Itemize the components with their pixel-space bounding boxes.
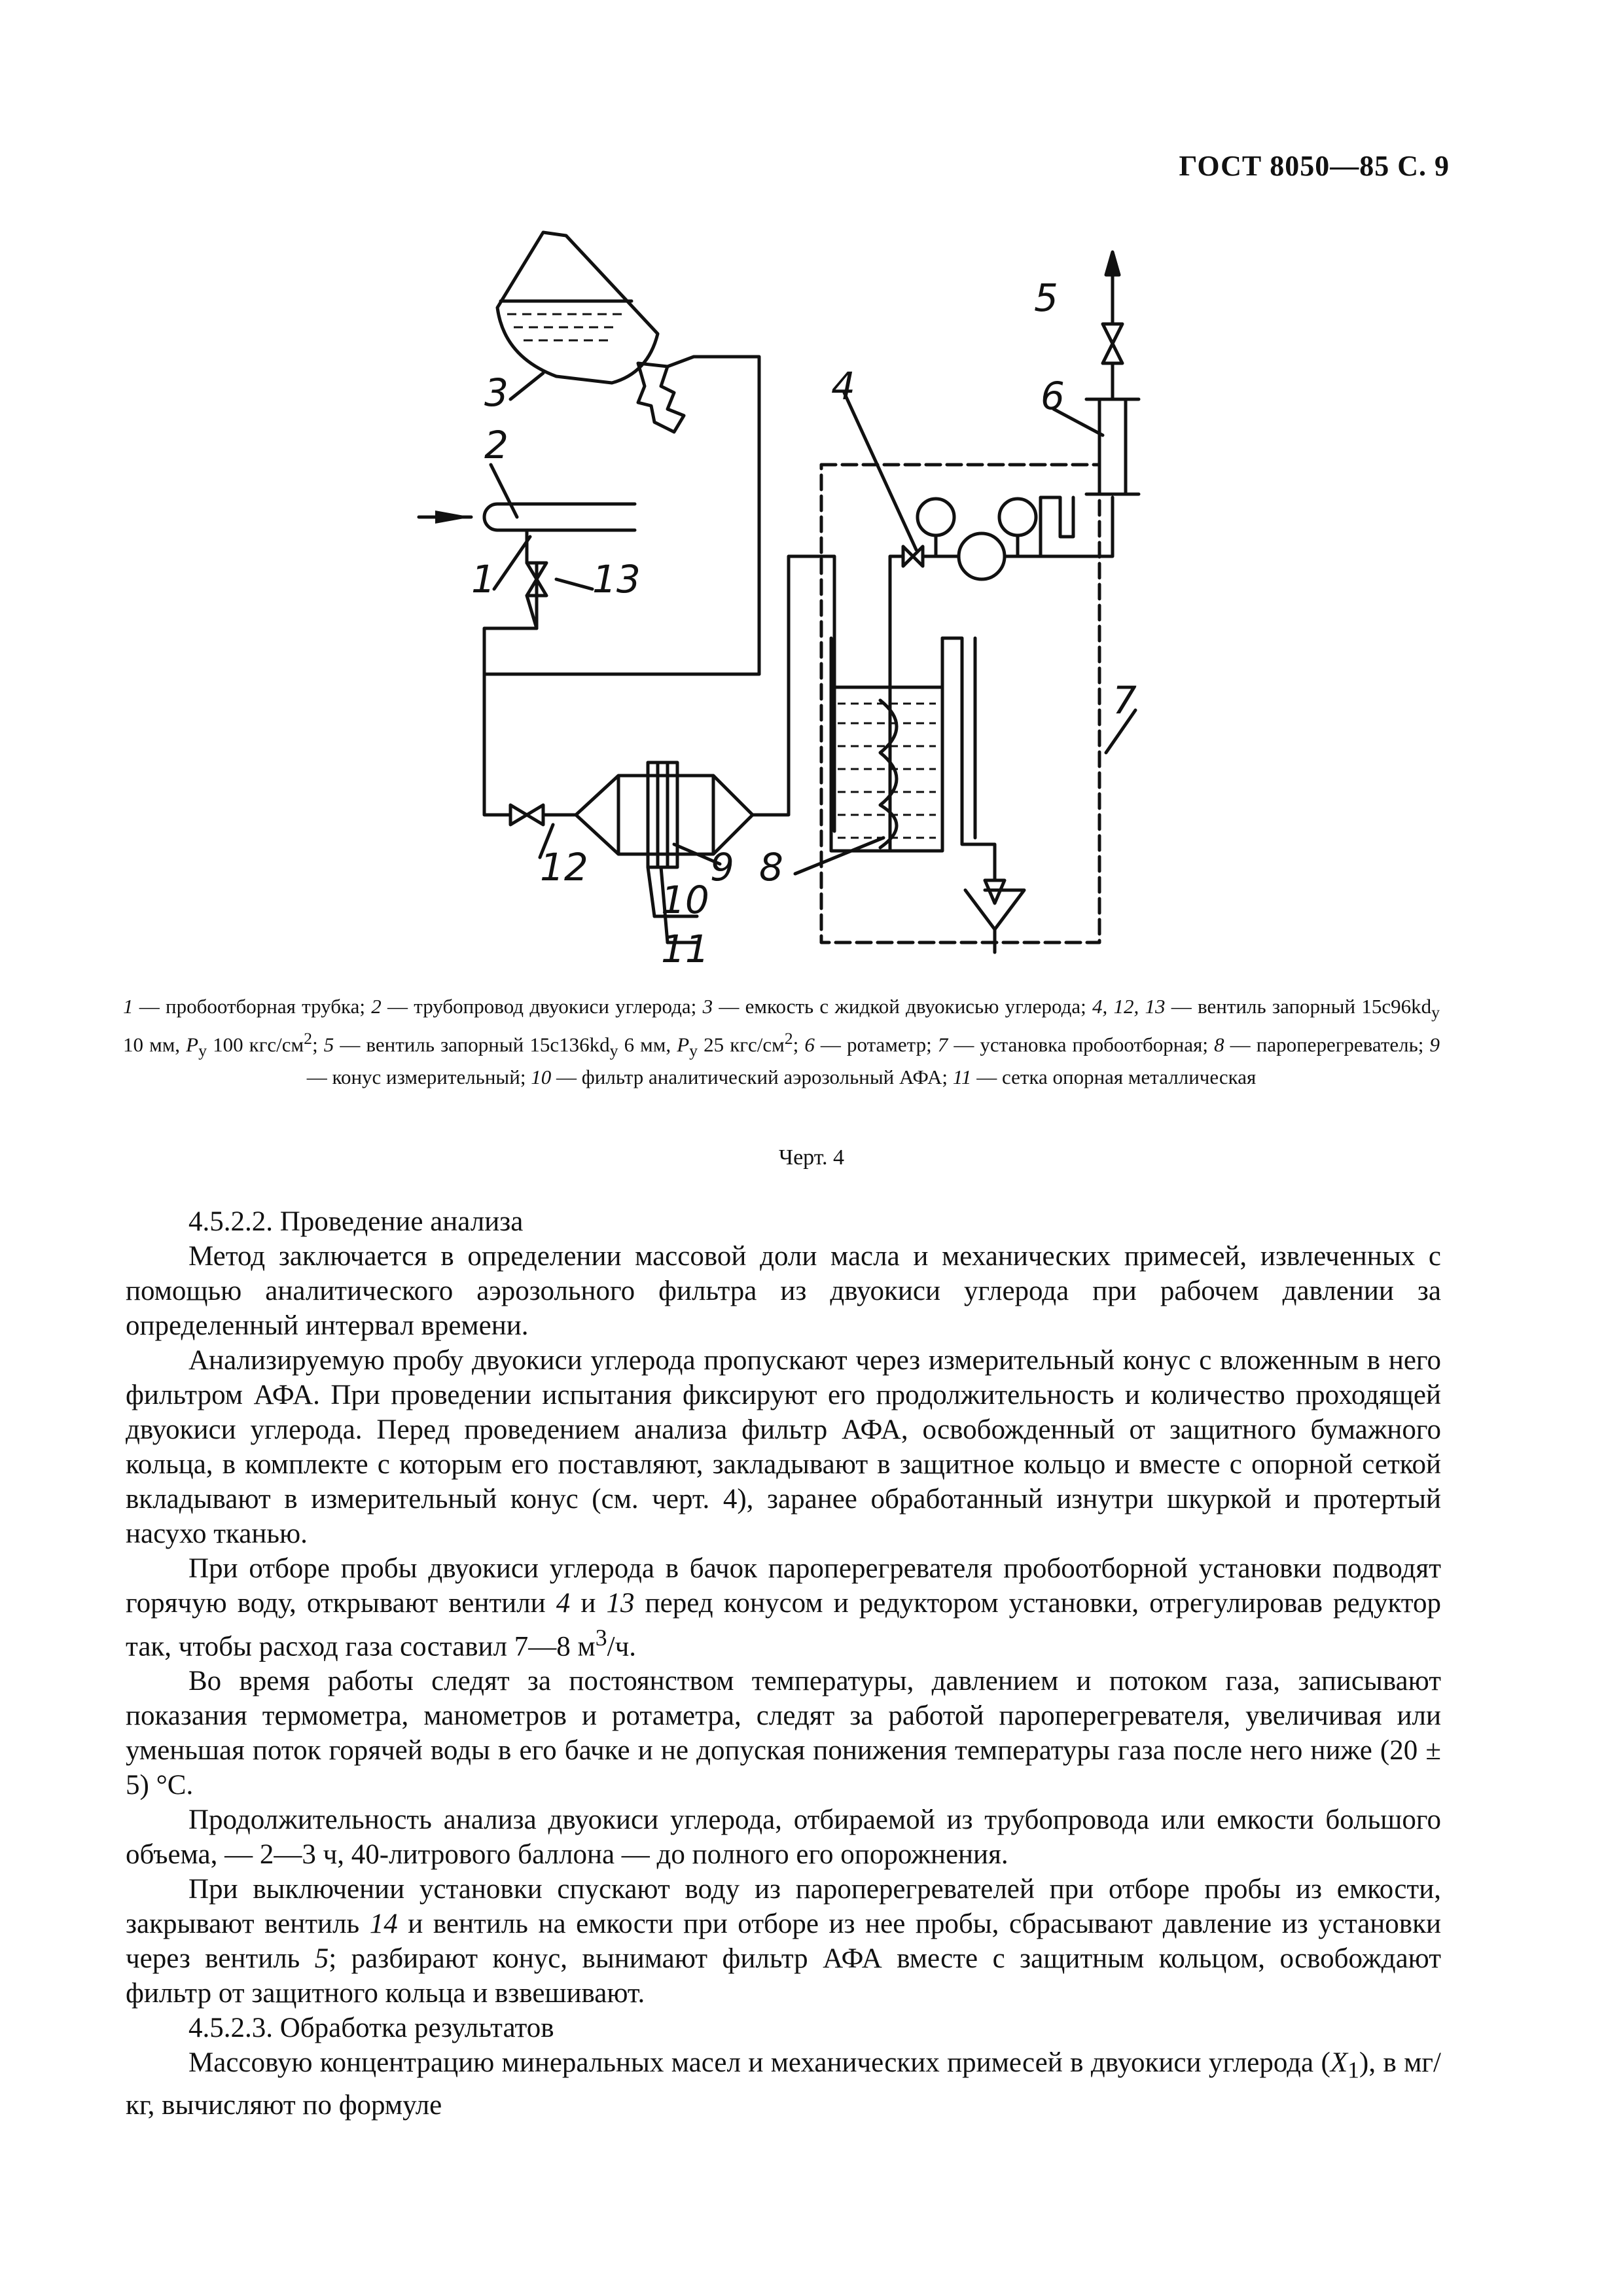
paragraph: Во время работы следят за постоянством температуры, давлением и потоком газа, записывают показания термометра, манометров и ротаметра, следят за работой пароперегревателя, увеличивая или уменьшая поток горячей воды в его бачке и не допуская понижения температуры газа после него ниже (20 ± 5) °С. <box>126 1666 1441 1801</box>
paragraph: Метод заключается в определении массовой доли масла и механических примесей, извлеченных с помощью аналитического аэрозольного фильтра из двуокиси углерода при рабочем давлении за определенный интервал времени. <box>126 1241 1441 1341</box>
label-11: 11 <box>661 927 709 971</box>
label-6: 6 <box>1041 374 1065 418</box>
reducer <box>959 533 1005 579</box>
label-10: 10 <box>661 878 709 922</box>
sampling-apparatus-diagram <box>0 0 1623 982</box>
label-2: 2 <box>484 423 508 467</box>
page-header: ГОСТ 8050—85 С. 9 <box>1179 150 1450 182</box>
label-4: 4 <box>831 364 855 408</box>
paragraph: При отборе пробы двуокиси углерода в бачок пароперегревателя пробоотборной установки подводят горячую воду, открывают вентили 4 и 13 перед конусом и редуктором установки, отрегулировав редуктор так, чтобы расход газа составил 7—8 $м^3/ч$. <box>126 1553 1442 1662</box>
manometer-right <box>999 499 1036 535</box>
figure-number: Черт. 4 <box>778 1145 845 1170</box>
label-13: 13 <box>592 557 641 601</box>
valve-12 <box>510 805 543 825</box>
label-1: 1 <box>471 557 495 601</box>
paragraph: Анализируемую пробу двуокиси углерода пропускают через измерительный конус с вложенным в него фильтром АФА. При проведении испытания фиксируют его продолжительность и количество проходящей двуокиси углерода. Перед проведением анализа фильтр АФА, освобожденный от защитного бумажного кольца, в комплекте с которым его поставляют, закладывают в защитное кольцо и вместе с опорной сеткой вкладывают в измерительный конус (см. черт. 4), заранее обработанный изнутри шкуркой и протертый насухо тканью. <box>126 1345 1441 1549</box>
label-5: 5 <box>1034 276 1058 320</box>
measuring-cone <box>576 776 753 854</box>
outlet-arrow <box>1106 252 1119 275</box>
manometer-left <box>918 499 954 535</box>
filter-afa <box>648 762 677 867</box>
body-text <box>126 1204 1441 2123</box>
paragraph: Массовую концентрацию минеральных масел и механических примесей в двуокиси углерода $(X_1)$, в мг/кг, вычисляют по формуле <box>126 2047 1442 2121</box>
paragraph: Продолжительность анализа двуокиси углерода, отбираемой из трубопровода или емкости большого объема, — 2—3 ч, 40-литрового баллона — до полного его опорожнения. <box>126 1804 1441 1871</box>
label-12: 12 <box>540 845 588 889</box>
co2-vessel <box>497 232 658 383</box>
valve-5 <box>1103 324 1122 363</box>
paragraph: При выключении установки спускают воду из пароперегревателей при отборе пробы из емкости, закрывают вентиль 14 и вентиль на емкости при отборе из нее пробы, сбрасывают давление из установки через вентиль 5; разбирают конус, вынимают фильтр АФА вместе с защитным кольцом, освобождают фильтр от защитного кольца и взвешивают. <box>126 1874 1442 2009</box>
section-heading-4-5-2-3: 4.5.2.3. Обработка результатов <box>188 2013 554 2044</box>
rotameter <box>1099 399 1126 494</box>
label-9: 9 <box>710 845 734 889</box>
pipeline <box>484 504 635 530</box>
valve-4 <box>903 547 923 566</box>
label-3: 3 <box>484 370 508 415</box>
vessel-valve <box>638 363 684 432</box>
section-heading-4-5-2-2: 4.5.2.2. Проведение анализа <box>188 1206 524 1237</box>
figure-caption: 1 — пробоотборная трубка; 2 — трубопровод двуокиси углерода; 3 — емкость с жидкой двуокисью углерода; 4, 12, 13 — вентиль запорный $15с96kd_y$ 10 мм, $P_y$ 100 кгс/$см^2$; 5 — вентиль запорный $15с136kd_y$ 6 мм, $P_y$ 25 кгс/$см^2$; 6 — ротаметр; 7 — установка пробоотборная; 8 — пароперегреватель; 9 — конус измерительный; 10 — фильтр аналитический аэрозольный АФА; 11 — сетка опорная металлическая <box>123 995 1440 1088</box>
label-7: 7 <box>1113 678 1137 723</box>
label-8: 8 <box>759 845 783 889</box>
